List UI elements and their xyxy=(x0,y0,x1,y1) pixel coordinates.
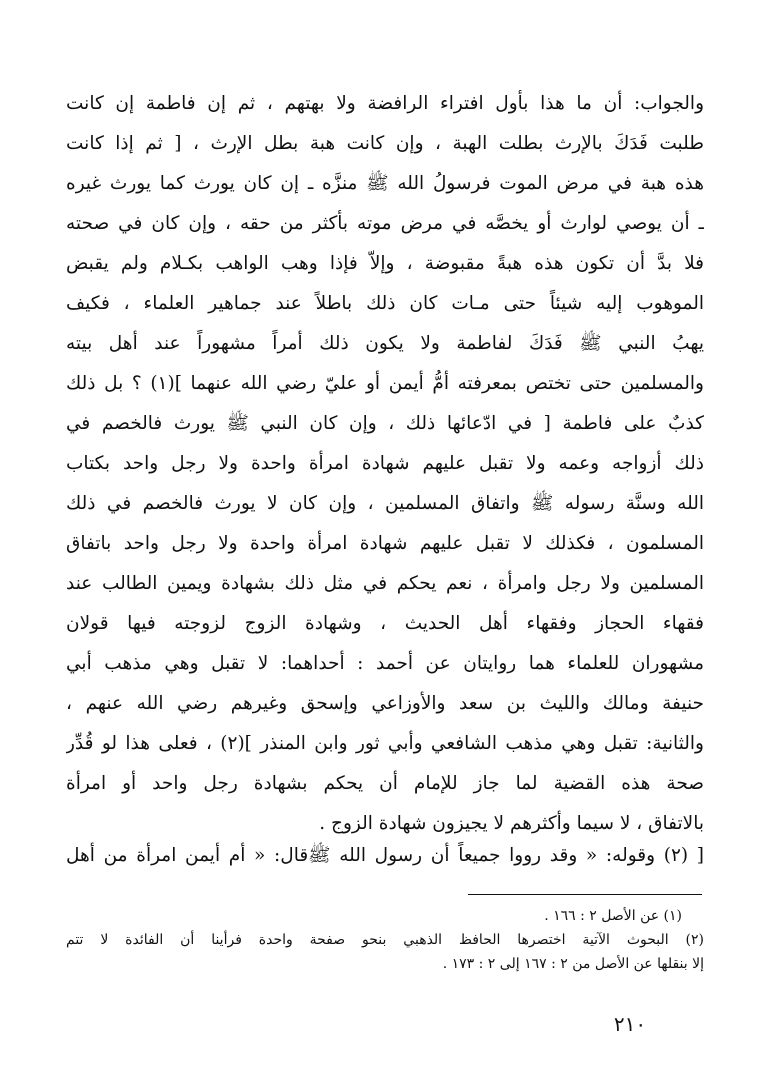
text-line: فقهاء الحجاز وفقهاء أهل الحديث ، وشهادة الزوج لزوجته فيها قولان xyxy=(66,613,704,634)
text-line: صحة هذه القضية لما جاز للإمام أن يحكم بشهادة رجل واحد أو امرأة xyxy=(66,773,704,794)
text-line: الموهوب إليه شيئاً حتى مـات كان ذلك باطلاً عند جماهير العلماء ، فكيف xyxy=(66,293,704,314)
text-line: طلبت فَدَكَ بالإرث بطلت الهبة ، وإن كانت هبة بطل الإرث ، [ ثم إذا كانت xyxy=(66,133,704,154)
text-line: ذلك أزواجه وعمه ولا تقبل عليهم شهادة امرأة واحدة ولا رجل واحد بكتاب xyxy=(66,453,704,474)
text-line: مشهوران للعلماء هما روايتان عن أحمد : أحداهما: لا تقبل وهي مذهب أبي xyxy=(66,653,704,674)
footnote-2-line-2: إلا بنقلها عن الأصل من ٢ : ١٦٧ إلى ٢ : ١٧٣ . xyxy=(442,956,704,972)
text-line: فلا بدَّ أن تكون هذه هبةً مقبوضة ، وإلاّ فإذا وهب الواهب بكـلام ولم يقبض xyxy=(66,253,704,274)
text-line: كذبٌ على فاطمة [ في ادّعائها ذلك ، وإن كان النبي ﷺ يورث فالخصم في xyxy=(66,413,704,434)
text-line: ـ أن يوصي لوارث أو يخصَّه في مرض موته بأكثر من حقه ، وإن كان في صحته xyxy=(66,213,704,234)
text-line: والمسلمين حتى تختص بمعرفته أمُّ أيمن أو عليّ رضي الله عنهما ](١) ؟ بل ذلك xyxy=(66,373,704,394)
text-line: والثانية: تقبل وهي مذهب الشافعي وأبي ثور وابن المنذر ](٢) ، فعلى هذا لو قُدِّر xyxy=(66,733,704,754)
footnote-separator xyxy=(468,894,702,895)
text-line: يهبُ النبي ﷺ فَدَكَ لفاطمة ولا يكون ذلك أمراً مشهوراً عند أهل بيته xyxy=(66,333,704,354)
text-line-last: بالاتفاق ، لا سيما وأكثرهم لا يجيزون شهادة الزوج . xyxy=(319,813,704,834)
main-text xyxy=(66,84,704,844)
continuation-paragraph: [ (٢) وقوله: « وقد رووا جميعاً أن رسول الله ﷺقال: « أم أيمن امرأة من أهل xyxy=(66,845,704,866)
text-line: المسلمون ، فكذلك لا تقبل عليهم شهادة امرأة واحدة ولا رجل واحد باتفاق xyxy=(66,533,704,554)
footnote-1: (١) عن الأصل ٢ : ١٦٦ . xyxy=(544,908,682,924)
page-number: ٢١٠ xyxy=(613,1012,647,1036)
text-line: الله وسنَّة رسوله ﷺ واتفاق المسلمين ، وإن كان لا يورث فالخصم في ذلك xyxy=(66,493,704,514)
text-line: هذه هبة في مرض الموت فرسولُ الله ﷺ منزَّه ـ إن كان يورث كما يورث غيره xyxy=(66,173,704,194)
text-line: المسلمين ولا رجل وامرأة ، نعم يحكم في مثل ذلك بشهادة ويمين الطالب عند xyxy=(66,573,704,594)
footnotes xyxy=(66,904,704,976)
footnote-2-line-1: (٢) البحوث الآتية اختصرها الحافظ الذهبي بنحو صفحة واحدة فرأينا أن الفائدة لا تتم xyxy=(66,932,704,948)
text-line: حنيفة ومالك والليث بن سعد والأوزاعي وإسحق وغيرهم رضي الله عنهم ، xyxy=(66,693,704,714)
text-line: والجواب: أن ما هذا بأول افتراء الرافضة ولا بهتهم ، ثم إن فاطمة إن كانت xyxy=(66,93,704,114)
